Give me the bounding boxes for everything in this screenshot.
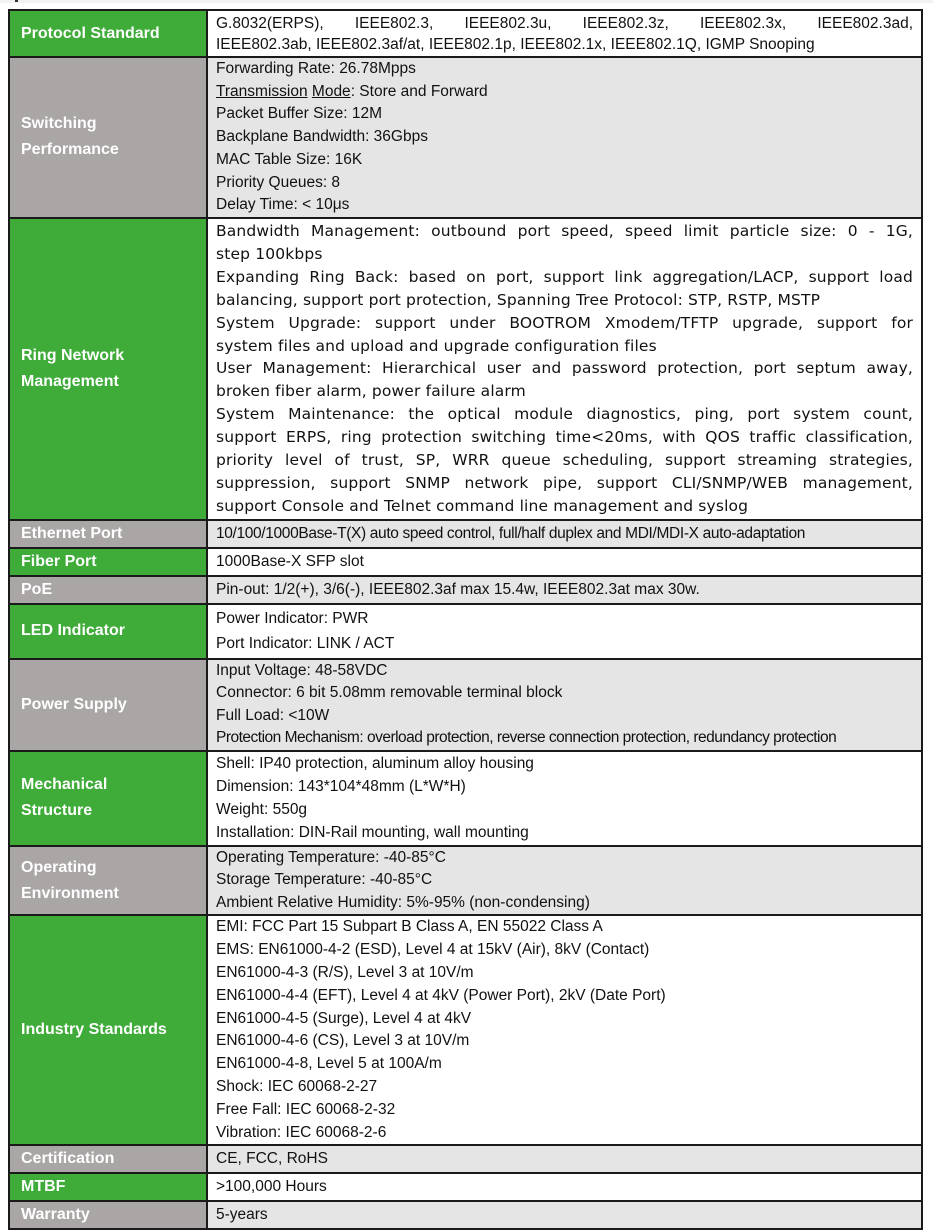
label-text: LED Indicator xyxy=(21,622,126,640)
label-text: PoE xyxy=(21,580,53,598)
value-line: support ERPS, ring protection switching time<20ms, with QOS traffic classification, xyxy=(216,428,913,447)
label-text: Industry Standards xyxy=(21,1021,167,1039)
value-line: 1000Base-X SFP slot xyxy=(216,552,364,570)
value-line: System Upgrade: support under BOOTROM Xmodem/TFTP upgrade, support for xyxy=(216,313,913,332)
value-line: Connector: 6 bit 5.08mm removable terminal block xyxy=(216,684,563,702)
value-line: EN61000-4-5 (Surge), Level 4 at 4kV xyxy=(216,1009,472,1027)
row-label xyxy=(9,846,207,916)
table-row-protocol-standard xyxy=(9,10,922,57)
value-line: CE, FCC, RoHS xyxy=(216,1150,328,1168)
row-value xyxy=(207,1145,922,1173)
value-line: Operating Temperature: -40-85°C xyxy=(216,848,446,866)
value-line: Power Indicator: PWR xyxy=(216,610,369,628)
value-line: suppression, support SNMP network pipe, support CLI/SNMP/WEB management, xyxy=(216,474,913,492)
value-line: EN61000-4-4 (EFT), Level 4 at 4kV (Power Port), 2kV (Date Port) xyxy=(216,986,666,1004)
value-line: Bandwidth Management: outbound port speed, speed limit particle size: 0 - 1G, xyxy=(216,222,913,241)
row-value xyxy=(207,1173,922,1201)
value-line: Full Load: <10W xyxy=(216,706,330,724)
value-line: EN61000-4-6 (CS), Level 3 at 10V/m xyxy=(216,1032,470,1050)
value-line: priority level of trust, SP, WRR queue scheduling, support streaming strategies, xyxy=(216,451,913,470)
value-line: EMS: EN61000-4-2 (ESD), Level 4 at 15kV (Air), 8kV (Contact) xyxy=(216,941,650,959)
value-line: EN61000-4-8, Level 5 at 100A/m xyxy=(216,1055,442,1073)
row-label xyxy=(9,548,207,576)
row-value xyxy=(207,915,922,1145)
value-line: User Management: Hierarchical user and password protection, port septum away, xyxy=(216,359,913,378)
value-line: Delay Time: < 10μs xyxy=(216,196,350,214)
value-line: system files and upload and upgrade configuration files xyxy=(216,336,657,355)
value-line: Shell: IP40 protection, aluminum alloy housing xyxy=(216,755,534,773)
stray-dot xyxy=(15,0,18,2)
value-line: Expanding Ring Back: based on port, support link aggregation/LACP, support load xyxy=(216,267,913,286)
table-row-warranty xyxy=(9,1201,922,1229)
row-label xyxy=(9,576,207,604)
value-line: 10/100/1000Base-T(X) auto speed control, full/half duplex and MDI/MDI-X auto-adaptation xyxy=(216,524,806,542)
table-row-fiber-port xyxy=(9,548,922,576)
value-line: Port Indicator: LINK / ACT xyxy=(216,635,395,653)
value-line xyxy=(216,81,913,104)
label-text: MTBF xyxy=(21,1178,66,1196)
value-line: Priority Queues: 8 xyxy=(216,173,341,191)
row-label xyxy=(9,1145,207,1173)
row-value xyxy=(207,548,922,576)
row-label xyxy=(9,915,207,1145)
value-line: Protection Mechanism: overload protection, reverse connection protection, redundancy protection xyxy=(216,729,837,747)
label-text: Management xyxy=(21,372,119,390)
table-row-certification xyxy=(9,1145,922,1173)
underlined-word: Mode xyxy=(311,82,351,100)
row-value xyxy=(207,10,922,57)
value-line: EN61000-4-3 (R/S), Level 3 at 10V/m xyxy=(216,964,474,982)
label-text: Structure xyxy=(21,802,93,820)
row-value xyxy=(207,604,922,659)
row-value xyxy=(207,520,922,548)
value-line: G.8032(ERPS), IEEE802.3, IEEE802.3u, IEEE802.3z, IEEE802.3x, IEEE802.3ad, xyxy=(216,14,913,32)
top-edge xyxy=(0,0,933,3)
row-value xyxy=(207,846,922,916)
label-text: Switching xyxy=(21,115,97,133)
row-label xyxy=(9,520,207,548)
label-text: Ring Network xyxy=(21,346,125,364)
table-row-mechanical-structure xyxy=(9,751,922,846)
value-line: IEEE802.3ab, IEEE802.3af/at, IEEE802.1p, IEEE802.1x, IEEE802.1Q, IGMP Snooping xyxy=(216,35,815,53)
value-line: support Console and Telnet command line management and syslog xyxy=(216,496,749,515)
row-value xyxy=(207,1201,922,1229)
label-text: Environment xyxy=(21,884,119,902)
value-line: Storage Temperature: -40-85°C xyxy=(216,871,433,889)
value-line: Input Voltage: 48-58VDC xyxy=(216,661,388,679)
label-text: Protocol Standard xyxy=(21,24,160,42)
label-text: Mechanical xyxy=(21,776,108,794)
label-text: Operating xyxy=(21,858,97,876)
row-value xyxy=(207,576,922,604)
label-text: Power Supply xyxy=(21,695,127,713)
row-label xyxy=(9,1201,207,1229)
row-value xyxy=(207,751,922,846)
table-row-industry-standards xyxy=(9,915,922,1145)
label-text: Fiber Port xyxy=(21,552,97,570)
value-line: step 100kbps xyxy=(216,244,323,263)
value-line: EMI: FCC Part 15 Subpart B Class A, EN 55022 Class A xyxy=(216,918,603,936)
value-line: Shock: IEC 60068-2-27 xyxy=(216,1078,378,1095)
row-label xyxy=(9,1173,207,1201)
table-row-ring-network-management xyxy=(9,218,922,520)
value-line: Ambient Relative Humidity: 5%-95% (non-condensing) xyxy=(216,893,590,911)
row-label xyxy=(9,751,207,846)
row-label xyxy=(9,604,207,659)
value-line: broken fiber alarm, power failure alarm xyxy=(216,382,526,401)
underlined-word: Transmission xyxy=(216,82,308,100)
value-line: Forwarding Rate: 26.78Mpps xyxy=(216,60,416,77)
value-line: balancing, support port protection, Spanning Tree Protocol: STP, RSTP, MSTP xyxy=(216,290,821,309)
table-row-ethernet-port xyxy=(9,520,922,548)
label-text: Ethernet Port xyxy=(21,524,123,542)
label-text: Certification xyxy=(21,1150,115,1168)
table-row-poe xyxy=(9,576,922,604)
label-text: Performance xyxy=(21,141,119,159)
label-text: Warranty xyxy=(21,1206,90,1224)
value-line: Backplane Bandwidth: 36Gbps xyxy=(216,128,428,146)
value-text: : Store and Forward xyxy=(350,82,488,100)
spec-table xyxy=(8,9,923,1230)
row-value xyxy=(207,218,922,520)
value-line: Free Fall: IEC 60068-2-32 xyxy=(216,1100,396,1118)
row-label xyxy=(9,218,207,520)
table-row-switching-performance xyxy=(9,57,922,218)
table-row-led-indicator xyxy=(9,604,922,659)
value-line: Weight: 550g xyxy=(216,801,308,819)
value-line: Installation: DIN-Rail mounting, wall mounting xyxy=(216,824,529,842)
table-row-mtbf xyxy=(9,1173,922,1201)
value-line: Packet Buffer Size: 12M xyxy=(216,105,382,123)
value-line: 5-years xyxy=(216,1206,268,1224)
value-line: Vibration: IEC 60068-2-6 xyxy=(216,1123,387,1141)
table-row-operating-environment xyxy=(9,846,922,916)
row-label xyxy=(9,659,207,751)
row-label xyxy=(9,10,207,57)
row-label xyxy=(9,57,207,218)
row-value xyxy=(207,659,922,751)
value-line: Dimension: 143*104*48mm (L*W*H) xyxy=(216,778,466,796)
value-line: >100,000 Hours xyxy=(216,1178,327,1196)
row-value xyxy=(207,57,922,218)
value-line: System Maintenance: the optical module diagnostics, ping, port system count, xyxy=(216,405,913,424)
table-row-power-supply xyxy=(9,659,922,751)
value-line: Pin-out: 1/2(+), 3/6(-), IEEE802.3af max 15.4w, IEEE802.3at max 30w. xyxy=(216,580,700,598)
value-line: MAC Table Size: 16K xyxy=(216,150,363,168)
